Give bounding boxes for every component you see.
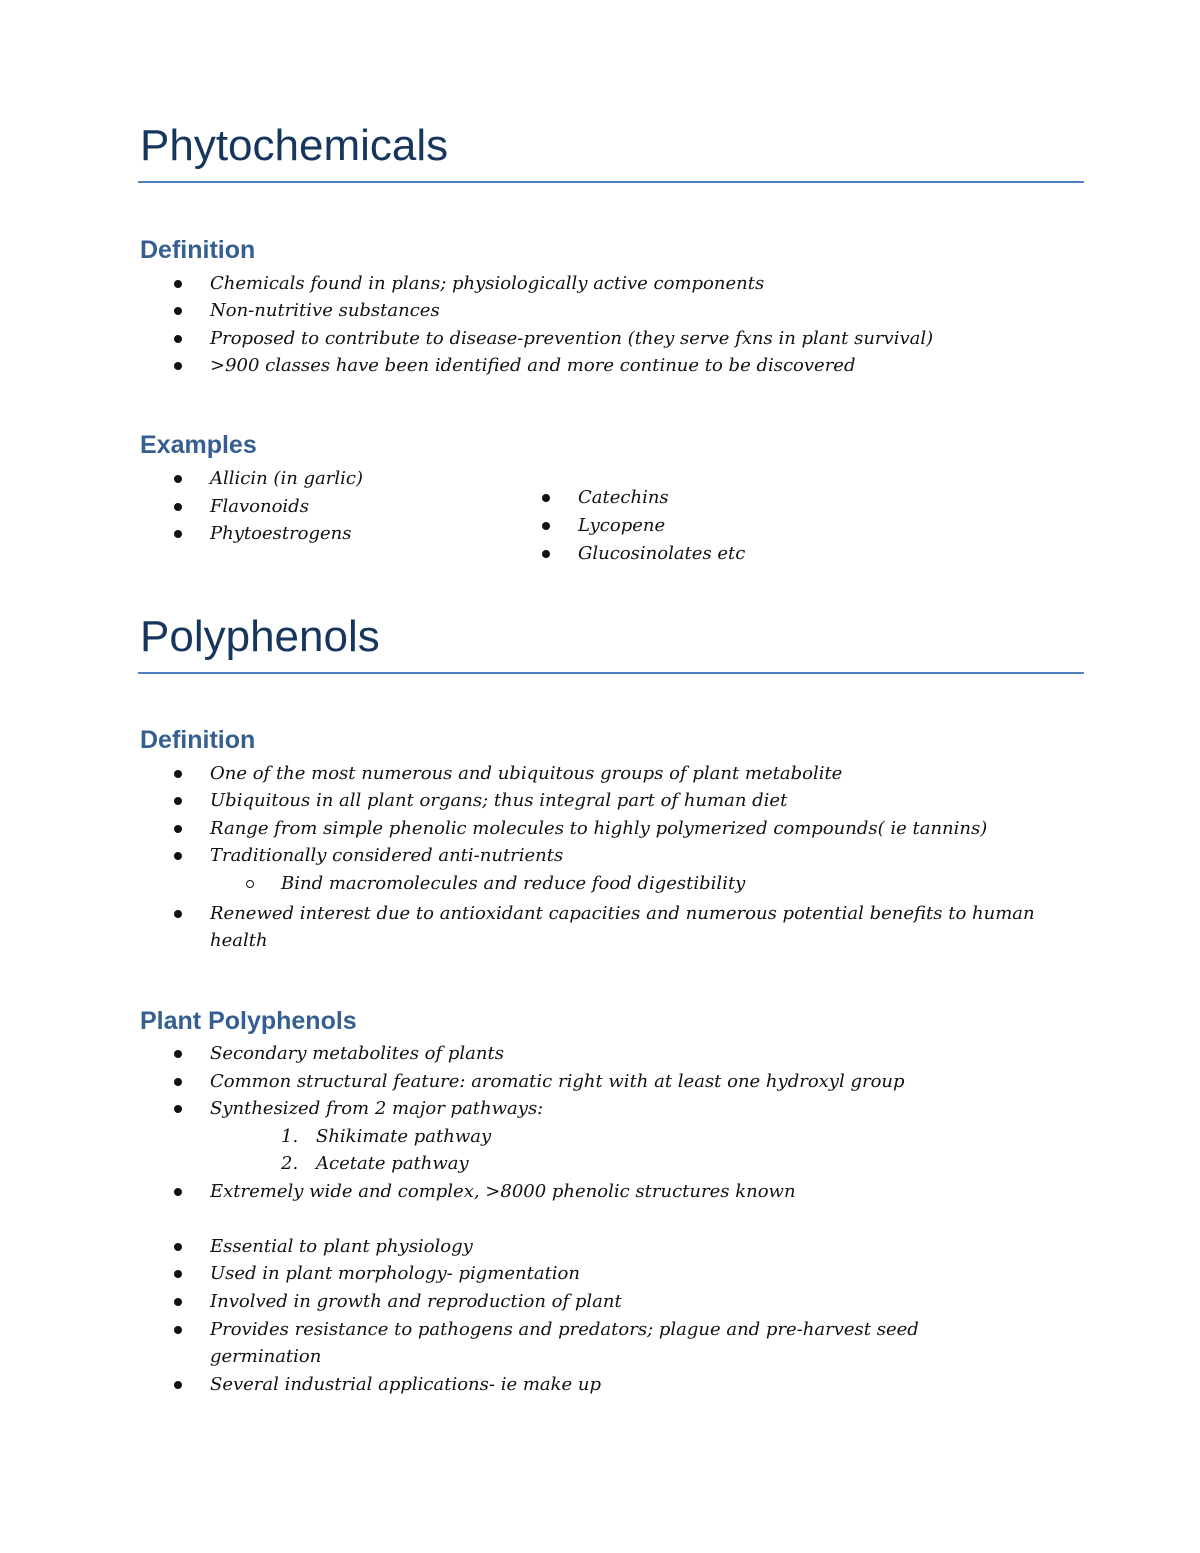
- title-underline: [138, 181, 1084, 183]
- bullet-icon: [174, 770, 182, 778]
- bullet-icon: [542, 522, 550, 530]
- list-item: Catechins: [578, 487, 669, 508]
- bullet-icon: [174, 1243, 182, 1251]
- list-item: Several industrial applications- ie make up: [210, 1374, 602, 1395]
- list-item: Traditionally considered anti-nutrients: [210, 845, 564, 866]
- list-item: Range from simple phenolic molecules to highly polymerized compounds( ie tannins): [210, 818, 988, 839]
- list-item: Common structural feature: aromatic right with at least one hydroxyl group: [210, 1071, 905, 1092]
- list-item: One of the most numerous and ubiquitous groups of plant metabolite: [210, 763, 843, 784]
- bullet-icon: [542, 550, 550, 558]
- list-item: Allicin (in garlic): [210, 468, 363, 489]
- heading-definition: Definition: [140, 726, 256, 754]
- pathway-number: 1.: [281, 1126, 299, 1147]
- section-title-phytochemicals: Phytochemicals: [140, 121, 449, 170]
- bullet-icon: [174, 910, 182, 918]
- pathway-item: Shikimate pathway: [316, 1126, 492, 1147]
- bullet-icon: [174, 362, 182, 370]
- list-item: >900 classes have been identified and more continue to be discovered: [210, 355, 856, 376]
- pathway-item: Acetate pathway: [316, 1153, 469, 1174]
- list-item: Flavonoids: [210, 496, 309, 517]
- bullet-icon: [174, 1078, 182, 1086]
- bullet-icon: [542, 494, 550, 502]
- bullet-icon: [174, 335, 182, 343]
- bullet-icon: [174, 1105, 182, 1113]
- title-underline: [138, 672, 1084, 674]
- heading-definition: Definition: [140, 236, 256, 264]
- bullet-icon: [174, 475, 182, 483]
- heading-plant-polyphenols: Plant Polyphenols: [140, 1007, 357, 1035]
- bullet-icon: [174, 1326, 182, 1334]
- list-item: Renewed interest due to antioxidant capacities and numerous potential benefits to human health: [210, 903, 1035, 951]
- list-item: Essential to plant physiology: [210, 1236, 473, 1257]
- bullet-icon: [174, 530, 182, 538]
- list-item: Lycopene: [578, 515, 666, 536]
- bullet-icon: [174, 825, 182, 833]
- section-title-polyphenols: Polyphenols: [140, 612, 380, 661]
- bullet-icon: [174, 1188, 182, 1196]
- pathway-number: 2.: [281, 1153, 299, 1174]
- sub-list-item: Bind macromolecules and reduce food digestibility: [281, 873, 746, 894]
- list-item: Non-nutritive substances: [210, 300, 440, 321]
- list-item: Ubiquitous in all plant organs; thus integral part of human diet: [210, 790, 788, 811]
- bullet-icon: [174, 1050, 182, 1058]
- bullet-icon: [174, 852, 182, 860]
- list-item: Chemicals found in plans; physiologically active components: [210, 273, 765, 294]
- sub-bullet-icon: [246, 880, 254, 888]
- list-item: Proposed to contribute to disease-prevention (they serve fxns in plant survival): [210, 328, 934, 349]
- list-item: Used in plant morphology- pigmentation: [210, 1263, 580, 1284]
- bullet-icon: [174, 1298, 182, 1306]
- bullet-icon: [174, 1381, 182, 1389]
- list-item: Provides resistance to pathogens and predators; plague and pre-harvest seed germination: [210, 1319, 919, 1367]
- bullet-icon: [174, 307, 182, 315]
- heading-examples: Examples: [140, 431, 257, 459]
- list-item: Secondary metabolites of plants: [210, 1043, 504, 1064]
- list-item: Phytoestrogens: [210, 523, 352, 544]
- list-item: Involved in growth and reproduction of plant: [210, 1291, 622, 1312]
- list-item: Extremely wide and complex, >8000 phenolic structures known: [210, 1181, 796, 1202]
- bullet-icon: [174, 797, 182, 805]
- list-item: Synthesized from 2 major pathways:: [210, 1098, 544, 1119]
- list-item: Glucosinolates etc: [578, 543, 746, 564]
- bullet-icon: [174, 280, 182, 288]
- bullet-icon: [174, 1270, 182, 1278]
- bullet-icon: [174, 503, 182, 511]
